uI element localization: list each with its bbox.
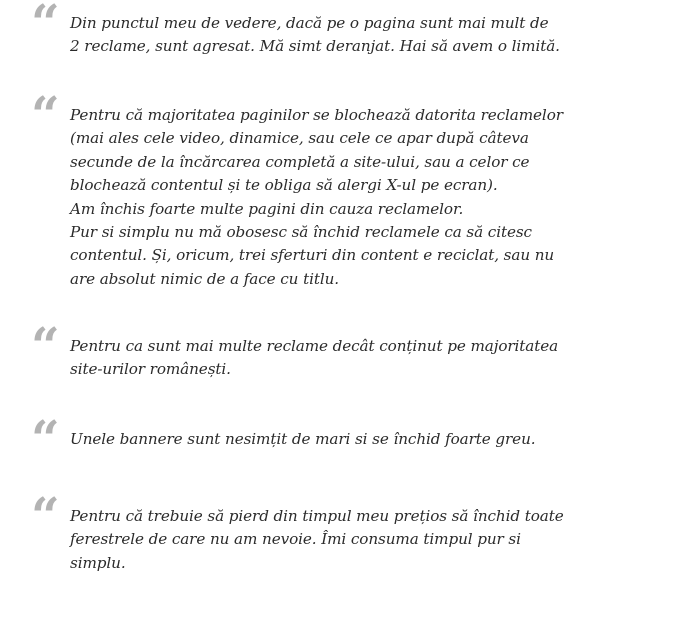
quote-line: Pentru că majoritatea paginilor se blochează datorita reclamelor	[70, 106, 563, 124]
quote-text	[70, 428, 630, 451]
quote-line: Din punctul meu de vedere, dacă pe o pagina sunt mai mult de	[70, 14, 549, 32]
quote-line: Pur si simplu nu mă obosesc să închid reclamele ca să citesc	[70, 223, 532, 242]
quote-line: Pentru ca sunt mai multe reclame decât conținut pe majoritatea	[70, 337, 559, 355]
quote-text	[70, 335, 630, 382]
quote-text	[70, 12, 630, 59]
quote-line: ferestrele de care nu am nevoie. Îmi consuma timpul pur si	[70, 530, 521, 549]
quote-mark-icon: “	[31, 316, 60, 375]
quote-line: secunde de la încărcarea completă a site-ului, sau a celor ce	[70, 152, 530, 171]
quote-line: 2 reclame, sunt agresat. Mă simt deranjat. Hai să avem o limită.	[70, 37, 560, 56]
quote-line: Pentru că trebuie să pierd din timpul meu prețios să închid toate	[70, 507, 564, 525]
quote-line: (mai ales cele video, dinamice, sau cele ce apar după câteva	[70, 129, 529, 148]
quote-mark-icon: “	[31, 0, 60, 52]
quote-line: Am închis foarte multe pagini din cauza reclamelor.	[70, 199, 464, 218]
quote-line: blochează contentul și te obliga să alergi X-ul pe ecran).	[70, 176, 498, 195]
quote-line: simplu.	[70, 553, 126, 572]
quote-line: Unele bannere sunt nesimțit de mari si se închid foarte greu.	[70, 430, 536, 448]
quote-text	[70, 505, 630, 575]
quote-mark-icon: “	[31, 409, 60, 468]
quote-line: are absolut nimic de a face cu titlu.	[70, 269, 340, 288]
quote-mark-icon: “	[31, 85, 60, 144]
quote-line: contentul. Și, oricum, trei sferturi din content e reciclat, sau nu	[70, 246, 555, 265]
quote-mark-icon: “	[31, 486, 60, 545]
quote-text	[70, 104, 630, 291]
quote-line: site-urilor românești.	[70, 360, 231, 379]
